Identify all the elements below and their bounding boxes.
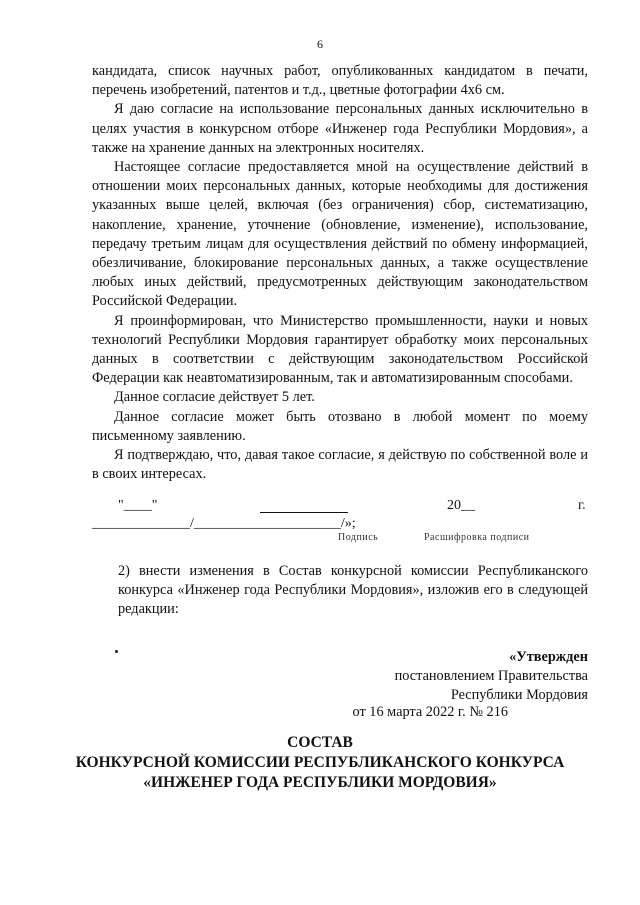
paragraph-confirmation: Я подтверждаю, что, давая такое согласие, я действую по собственной воле и в своих интересах. bbox=[92, 447, 588, 483]
approval-line-4: от 16 марта 2022 г. № 216 bbox=[352, 704, 508, 720]
signature-lines: ______________/_____________________/»; bbox=[92, 516, 356, 531]
signature-year: 20__ bbox=[447, 498, 475, 513]
paragraph-informed: Я проинформирован, что Министерство промышленности, науки и новых технологий Республики Мордовия гарантирует обработку моих персональных данных в соответствии с действующим законодательством Российской Федерации как неавтоматизированным, так и автоматизированным способами. bbox=[92, 312, 588, 387]
signature-month-line bbox=[260, 498, 348, 513]
paragraph-scope: Настоящее согласие предоставляется мной на осуществление действий в отношении моих персональных данных, которые необходимы для достижения указанных выше целей, включая (без ограничения) сбор, систематизацию, накопление, хранение, уточнение (обновление, изменение), использование, передачу третьим лицам для осуществления действий по обмену информацией, обезличивание, блокирование персональных данных, а также осуществление любых иных действий, предусмотренных действующим законодательством Российской Федерации. bbox=[92, 159, 588, 310]
item-2-text: 2) внести изменения в Состав конкурсной комиссии Республиканского конкурса «Инженер года Республики Мордовия», изложив его в следующей редакции: bbox=[118, 563, 588, 618]
caption-decode: Расшифровка подписи bbox=[424, 532, 530, 543]
title-line-3: «ИНЖЕНЕР ГОДА РЕСПУБЛИКИ МОРДОВИЯ» bbox=[143, 774, 497, 791]
scan-speck bbox=[115, 650, 118, 653]
approval-line-2: постановлением Правительства bbox=[394, 668, 588, 684]
paragraph-continuation: кандидата, список научных работ, опубликованных кандидатом в печати, перечень изобретений, патентов и т.д., цветные фотографии 4х6 см. bbox=[92, 63, 588, 99]
title-line-1: СОСТАВ bbox=[287, 734, 353, 751]
paragraph-revocation: Данное согласие может быть отозвано в любой момент по моему письменному заявлению. bbox=[92, 408, 588, 444]
title-line-2: КОНКУРСНОЙ КОМИССИИ РЕСПУБЛИКАНСКОГО КОНКУРСА bbox=[75, 754, 565, 771]
consent-text bbox=[92, 62, 588, 484]
page-number: 6 bbox=[317, 37, 323, 51]
signature-date-quotes: "____" bbox=[118, 498, 158, 513]
approval-line-3: Республики Мордовия bbox=[450, 687, 588, 703]
approval-heading: «Утвержден bbox=[509, 649, 588, 665]
item-2 bbox=[118, 562, 588, 620]
caption-signature: Подпись bbox=[338, 532, 379, 543]
paragraph-validity: Данное согласие действует 5 лет. bbox=[114, 389, 315, 406]
signature-year-suffix: г. bbox=[578, 498, 586, 513]
paragraph-consent: Я даю согласие на использование персональных данных исключительно в целях участия в конкурсном отборе «Инженер года Республики Мордовия», а также на хранение данных на электронных носителях. bbox=[92, 101, 588, 156]
